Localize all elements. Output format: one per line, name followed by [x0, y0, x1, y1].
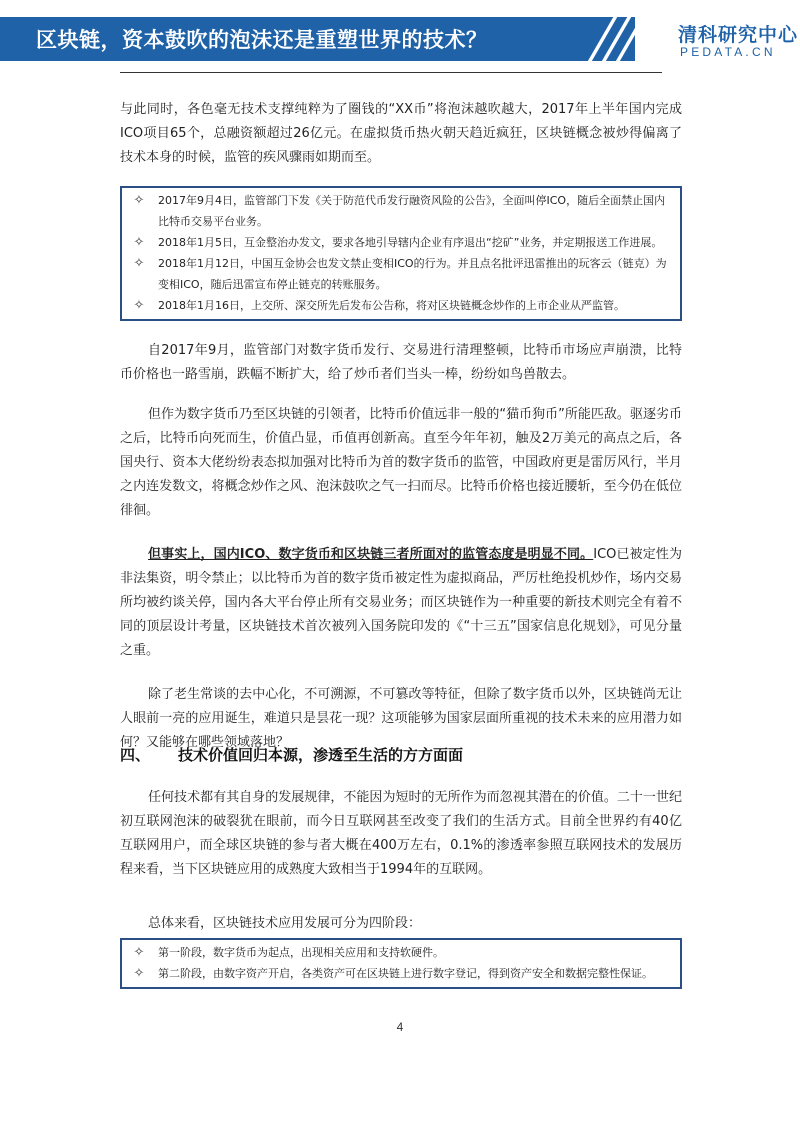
paragraph-7: 总体来看，区块链技术应用发展可分为四阶段： — [148, 916, 422, 931]
list-item-text: 第二阶段，由数字资产开启，各类资产可在区块链上进行数字登记，得到资产安全和数据完整性保证。 — [158, 967, 653, 980]
paragraph-4-text: ICO已被定性为非法集资，明令禁止；以比特币为首的数字货币被定性为虚拟商品，严厉杜绝投机炒作，场内交易所均被约谈关停，国内各大平台停止所有交易业务；而区块链作为一种重要的新技术则完全有着不同的顶层设计考量，区块链技术首次被列入国务院印发的《“十三五”国家信息化规划》，可见分量之重。 — [120, 547, 682, 658]
diamond-bullet-icon: ✧ — [133, 966, 145, 981]
paragraph-3: 但作为数字货币乃至区块链的引领者，比特币价值远非一般的“猫币狗币”所能匹敌。驱逐劣币之后，比特币向死而生，价值凸显，币值再创新高。直至今年年初，触及2万美元的高点之后，各国央行、资本大佬纷纷表态拟加强对比特币为首的数字货币的监管，中国政府更是雷厉风行，半月之内连发数文，将概念炒作之风、泡沫鼓吹之气一扫而尽。比特币价格也接近腰斩，至今仍在低位徘徊。 — [120, 407, 682, 518]
diamond-bullet-icon: ✧ — [133, 256, 145, 271]
header-banner — [0, 17, 635, 61]
section-title: 技术价值回归本源，渗透至生活的方方面面 — [178, 746, 464, 764]
list-item — [130, 253, 674, 295]
key-statement: 但事实上，国内ICO、数字货币和区块链三者所面对的监管态度是明显不同。 — [148, 547, 594, 562]
list-item — [130, 190, 674, 232]
paragraph-1: 与此同时，各色毫无技术支撑纯粹为了圈钱的“XX币”将泡沫越吹越大，2017年上半年国内完成ICO项目65个，总融资额超过26亿元。在虚拟货币热火朝天趋近疯狂，区块链概念被炒得偏离了技术本身的时候，监管的疾风骤雨如期而至。 — [120, 102, 682, 165]
document-title: 区块链，资本鼓吹的泡沫还是重塑世界的技术？ — [36, 28, 488, 52]
list-item-text: 2018年1月16日，上交所、深交所先后发布公告称，将对区块链概念炒作的上市企业从严监管。 — [158, 299, 625, 312]
diamond-bullet-icon: ✧ — [133, 193, 145, 208]
list-item-text: 2018年1月12日，中国互金协会也发文禁止变相ICO的行为。并且点名批评迅雷推出的玩客云（链克）为变相ICO，随后迅雷宣布停止链克的转账服务。 — [158, 257, 667, 291]
banner-stripes-decoration — [580, 17, 645, 61]
brand-name-cn: 清科研究中心 — [678, 24, 799, 46]
regulation-timeline-box — [120, 186, 682, 321]
diamond-bullet-icon: ✧ — [133, 298, 145, 313]
list-item-text: 2017年9月4日，监管部门下发《关于防范代币发行融资风险的公告》，全面叫停ICO，随后全面禁止国内比特币交易平台业务。 — [158, 194, 666, 228]
brand-name-en: PEDATA.CN — [680, 45, 776, 59]
diamond-bullet-icon: ✧ — [133, 235, 145, 250]
paragraph-5: 除了老生常谈的去中心化，不可溯源，不可篡改等特征，但除了数字货币以外，区块链尚无让人眼前一亮的应用诞生，难道只是昙花一现？这项能够为国家层面所重视的技术未来的应用潜力如何？又能够在哪些领域落地？ — [120, 687, 682, 750]
list-item-text: 第一阶段，数字货币为起点，出现相关应用和支持软硬件。 — [158, 946, 444, 959]
list-item — [130, 232, 674, 253]
list-item-text: 2018年1月5日，互金整治办发文，要求各地引导辖内企业有序退出“挖矿”业务，并定期报送工作进展。 — [158, 236, 663, 249]
section-number: 四、 — [120, 746, 151, 764]
development-stages-box — [120, 938, 682, 989]
diamond-bullet-icon: ✧ — [133, 945, 145, 960]
paragraph-2: 自2017年9月，监管部门对数字货币发行、交易进行清理整顿，比特币市场应声崩溃，比特币价格也一路雪崩，跌幅不断扩大，给了炒币者们当头一棒，纷纷如鸟兽散去。 — [120, 343, 682, 382]
section-heading — [120, 744, 463, 765]
list-item — [130, 295, 674, 316]
header-divider — [120, 72, 662, 73]
paragraph-4 — [120, 543, 682, 663]
list-item — [130, 942, 674, 963]
list-item — [130, 963, 674, 984]
paragraph-6: 任何技术都有其自身的发展规律，不能因为短时的无所作为而忽视其潜在的价值。二十一世纪初互联网泡沫的破裂犹在眼前，而今日互联网甚至改变了我们的生活方式。目前全世界约有40亿互联网用户，而全球区块链的参与者大概在400万左右，0.1%的渗透率参照互联网技术的发展历程来看，当下区块链应用的成熟度大致相当于1994年的互联网。 — [120, 790, 682, 877]
page-number: 4 — [396, 1020, 404, 1034]
